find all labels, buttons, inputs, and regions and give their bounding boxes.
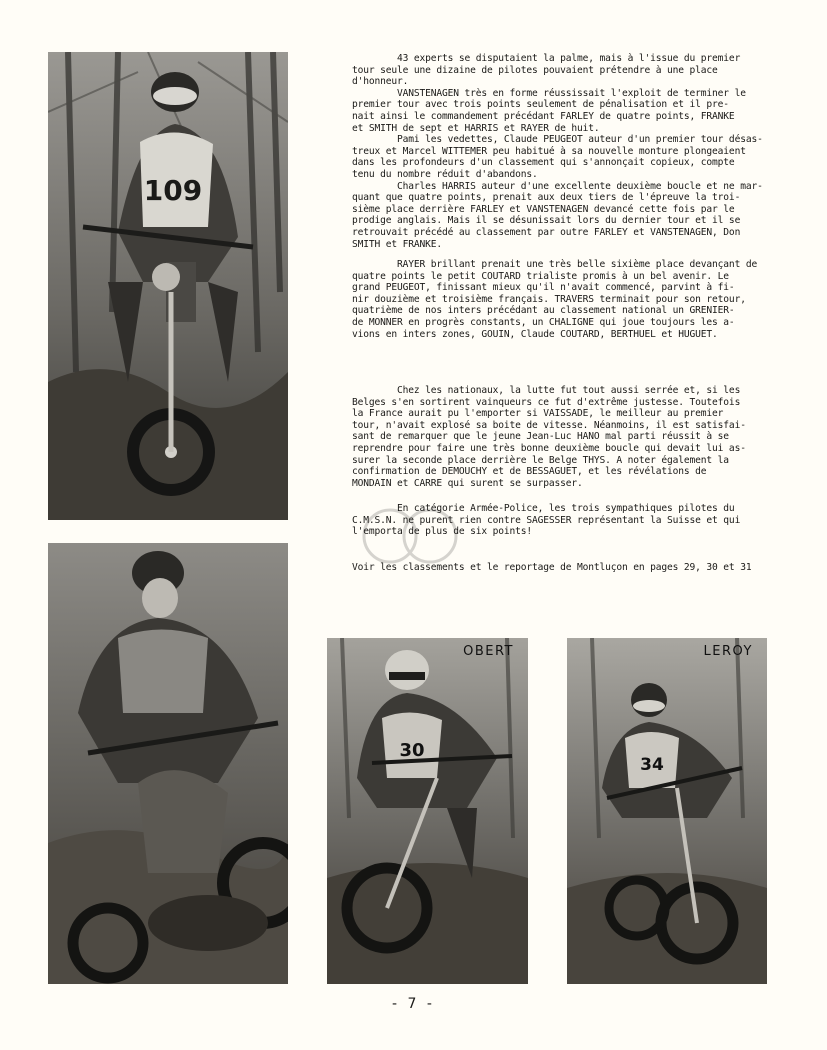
photo-rider-dirt <box>48 543 288 984</box>
article-paragraph-3: Chez les nationaux, la lutte fut tout aussi serrée et, si les Belges s'en sortirent vainqueurs ce fut d'extrême justesse. Toutefois la France aurait pu l'emporter si VAISSADE, le meilleur au premier tour, n'avait explosé sa boite de vitesse. Néanmoins, il est satisfai- sant de remarquer que le jeune Jean-Luc HANO mal parti réussit à se reprendre pour faire une très bonne deuxième boucle qui devait lui as- surer la seconde place derrière le Belge THYS. A noter également la confirmation de DEMOUCHY et de BESSAGUET, et les révélations de MONDAIN et CARRE qui surent se surpasser. <box>352 385 746 489</box>
article-paragraph-1: 43 experts se disputaient la palme, mais à l'issue du premier tour seule une dizaine de pilotes pouvaient prétendre à une place d'honneur. VANSTENAGEN très en forme réussissait l'exploit de terminer le premier tour avec trois points seulement de pénalisation et il pre- nait ainsi le commandement précédant FARLEY de quatre points, FRANKE et SMITH de sept et HARRIS et RAYER de huit. Pami les vedettes, Claude PEUGEOT auteur d'un premier tour désas- treux et Marcel WITTEMER peu habitué à sa nouvelle monture plongeaient dans les profondeurs d'un classement qui s'annonçait copieux, compte tenu du nombre réduit d'abandons. Charles HARRIS auteur d'une excellente deuxième boucle et ne mar- quant que quatre points, prenait aux deux tiers de l'épreuve la troi- sième place derrière FARLEY et VANSTENAGEN devancé cette fois par le prodige anglais. Mais il se désunissait lors du dernier tour et il se retrouvait précédé au classement par outre FARLEY et VANSTENAGEN, Don SMITH et FRANKE. <box>352 53 763 250</box>
bib-number-30: 30 <box>399 740 425 761</box>
photo-obert <box>327 638 528 984</box>
page-number: - 7 - <box>392 996 435 1012</box>
photo-leroy <box>567 638 767 984</box>
article-paragraph-2: RAYER brillant prenait une très belle sixième place devançant de quatre points le petit COUTARD trialiste promis à un bel avenir. Le grand PEUGEOT, finissant mieux qu'il n'avait commencé, parvint à fi- nir douzième et troisième français. TRAVERS terminait pour son retour, quatrième de nos inters précédant au classement national un GRENIER- de MONNER en progrès constants, un CHALIGNE qui joue toujours les a- vions en inters zones, GOUIN, Claude COUTARD, BERTHUEL et HUGUET. <box>352 259 758 340</box>
photo-caption-leroy: LEROY <box>703 644 753 659</box>
photo-caption-obert: OBERT <box>463 644 514 659</box>
article-paragraph-4: En catégorie Armée-Police, les trois sympathiques pilotes du C.M.S.N. ne purent rien contre SAGESSER représentant la Suisse et qui l'emporta de plus de six points! <box>352 503 741 538</box>
bib-number-34: 34 <box>640 755 664 775</box>
footnote-reference: Voir les classements et le reportage de Montluçon en pages 29, 30 et 31 <box>352 562 752 573</box>
bib-number-109: 109 <box>143 174 203 207</box>
photo-rider-109 <box>48 52 288 520</box>
